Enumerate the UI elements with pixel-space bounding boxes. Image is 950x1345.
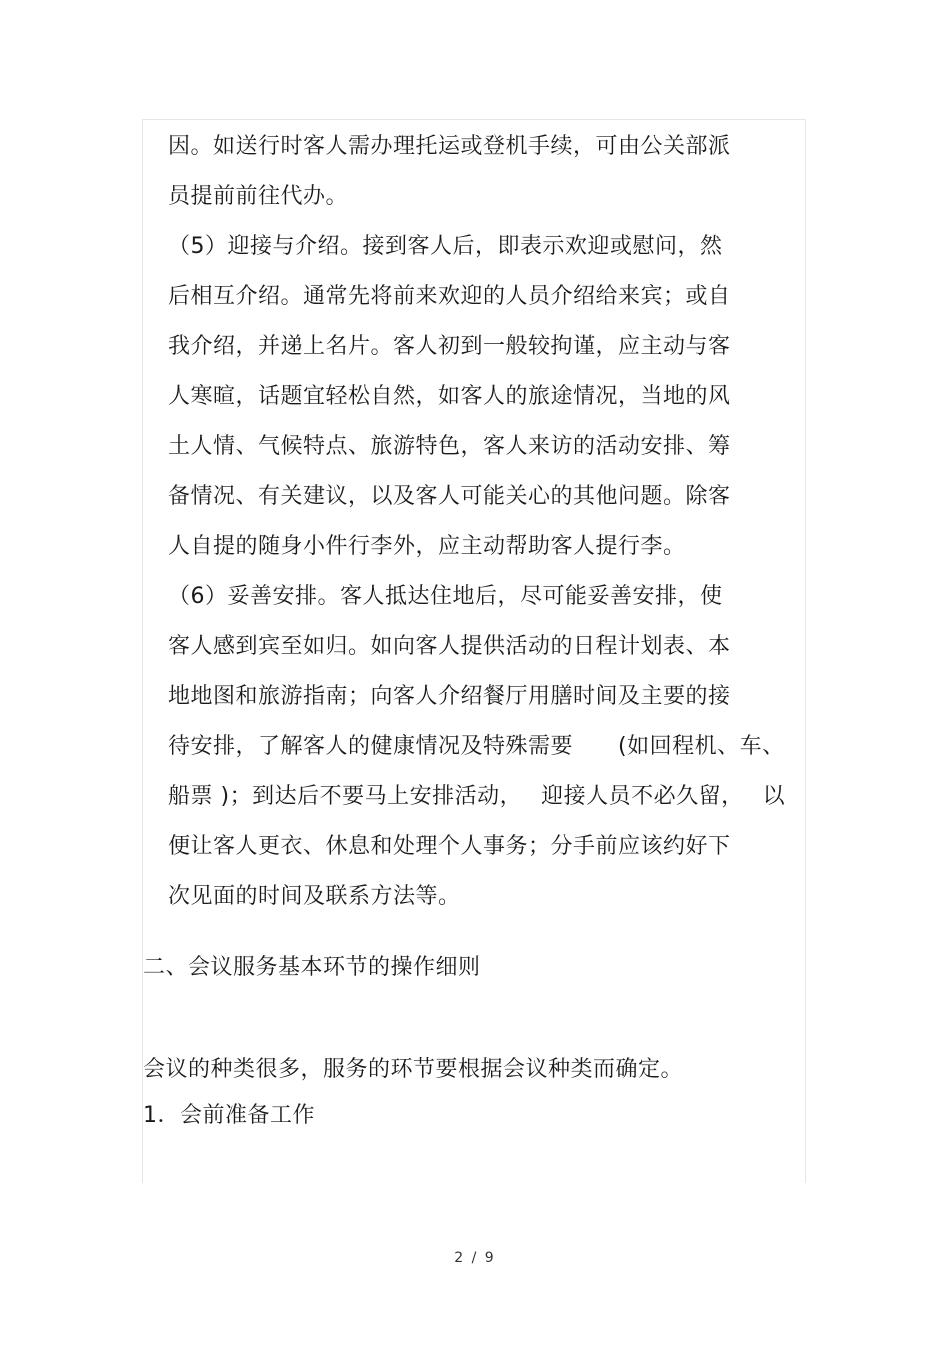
body-text-line: 地地图和旅游指南；向客人介绍餐厅用膳时间及主要的接 xyxy=(168,684,731,709)
body-text-line: 便让客人更衣、休息和处理个人事务；分手前应该约好下 xyxy=(168,834,731,859)
body-text-line: （6）妥善安排。客人抵达住地后，尽可能妥善安排，使 xyxy=(168,584,723,609)
body-text-line: 我介绍，并递上名片。客人初到一般较拘谨，应主动与客 xyxy=(168,334,731,359)
body-text-line: 待安排，了解客人的健康情况及特殊需要 (如回程机、车、 xyxy=(168,734,785,759)
body-text-line: 后相互介绍。通常先将前来欢迎的人员介绍给来宾；或自 xyxy=(168,284,731,309)
body-text-line: 因。如送行时客人需办理托运或登机手续，可由公关部派 xyxy=(168,134,731,159)
page-number: 2 / 9 xyxy=(454,1250,496,1266)
body-text-line: 人寒暄，话题宜轻松自然，如客人的旅途情况，当地的风 xyxy=(168,384,731,409)
section-heading: 二、会议服务基本环节的操作细则 xyxy=(143,955,481,980)
body-text-line: 员提前前往代办。 xyxy=(168,184,349,209)
body-text-line: 客人感到宾至如归。如向客人提供活动的日程计划表、本 xyxy=(168,634,731,659)
section-intro: 会议的种类很多，服务的环节要根据会议种类而确定。 xyxy=(143,1057,684,1082)
body-text-line: 次见面的时间及联系方法等。 xyxy=(168,884,461,909)
body-text-line: 船票 )；到达后不要马上安排活动， 迎接人员不必久留， 以 xyxy=(168,784,786,809)
body-text-line: 人自提的随身小件行李外，应主动帮助客人提行李。 xyxy=(168,534,686,559)
body-text-line: 土人情、气候特点、旅游特色，客人来访的活动安排、筹 xyxy=(168,434,731,459)
body-text-line: （5）迎接与介绍。接到客人后，即表示欢迎或慰问，然 xyxy=(168,234,723,259)
body-text-line: 备情况、有关建议，以及客人可能关心的其他问题。除客 xyxy=(168,484,731,509)
subheading: 1．会前准备工作 xyxy=(143,1103,315,1128)
